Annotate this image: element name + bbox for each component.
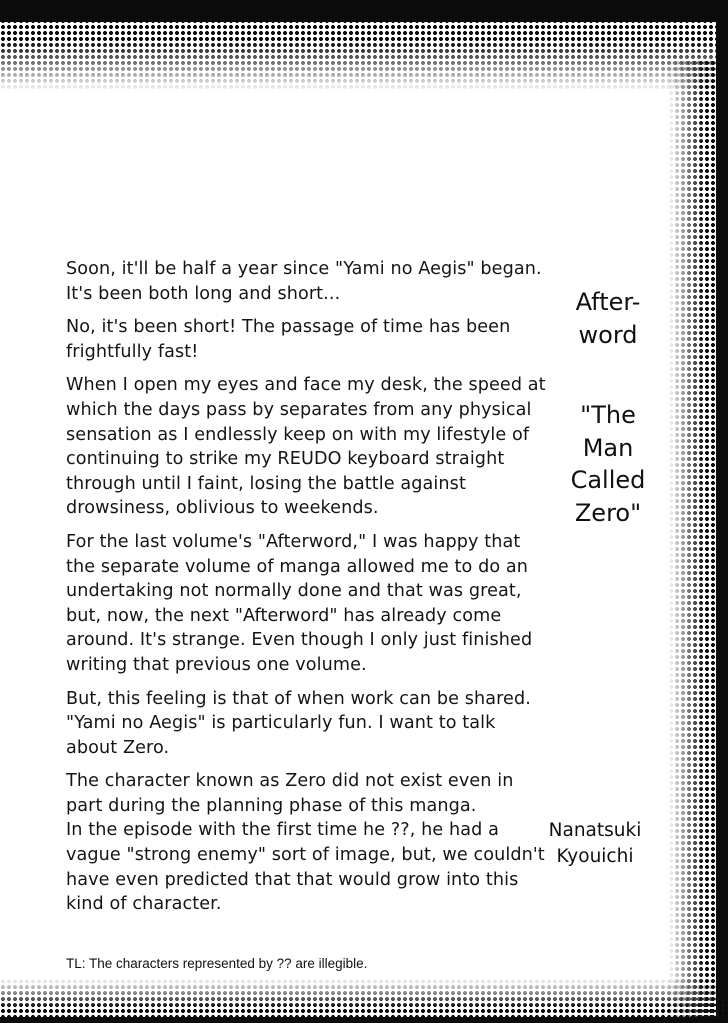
author-line-1: Nanatsuki bbox=[548, 820, 642, 841]
paragraph-5: But, this feeling is that of when work can be shared. "Yami no Aegis" is particularly fun. I want to talk about Zero. bbox=[66, 688, 531, 758]
paragraph-1: Soon, it'll be half a year since "Yami no Aegis" began. It's been both long and short... bbox=[66, 259, 542, 304]
paragraph-6: The character known as Zero did not exist even in part during the planning phase of this manga. bbox=[66, 771, 514, 816]
afterword-subtitle bbox=[558, 399, 658, 529]
title-line-1: After- bbox=[575, 288, 641, 316]
author-name bbox=[540, 818, 650, 870]
title-line-2: word bbox=[578, 320, 638, 349]
subtitle-line-1: "The bbox=[580, 401, 636, 429]
paragraph-2: No, it's been short! The passage of time has been frightfully fast! bbox=[66, 317, 511, 362]
afterword-body bbox=[66, 257, 546, 926]
author-line-2: Kyouichi bbox=[556, 846, 634, 867]
solid-bottom-border bbox=[0, 1017, 728, 1023]
subtitle-line-4: Zero" bbox=[574, 498, 642, 527]
subtitle-line-3: Called bbox=[570, 466, 646, 494]
solid-right-border bbox=[716, 0, 728, 1023]
afterword-title bbox=[558, 286, 658, 351]
translator-note: TL: The characters represented by ?? are illegible. bbox=[66, 956, 368, 971]
paragraph-4: For the last volume's "Afterword," I was happy that the separate volume of manga allowed me to do an undertaking not normally done and that was great, but, now, the next "Afterword" has already come around. It's strange. Even though I only just finished writing that previous one volume. bbox=[66, 531, 533, 675]
paragraph-3: When I open my eyes and face my desk, the speed at which the days pass by separates from any physical sensation as I endlessly keep on with my lifestyle of continuing to strike my REUDO keyboard straight through until I faint, losing the battle against drowsiness, oblivious to weekends. bbox=[66, 375, 546, 519]
subtitle-line-2: Man bbox=[582, 433, 634, 462]
solid-top-border bbox=[0, 0, 728, 22]
paragraph-7: In the episode with the first time he ??, he had a vague "strong enemy" sort of image, but, we couldn't have even predicted that that would grow into this kind of character. bbox=[66, 820, 545, 915]
